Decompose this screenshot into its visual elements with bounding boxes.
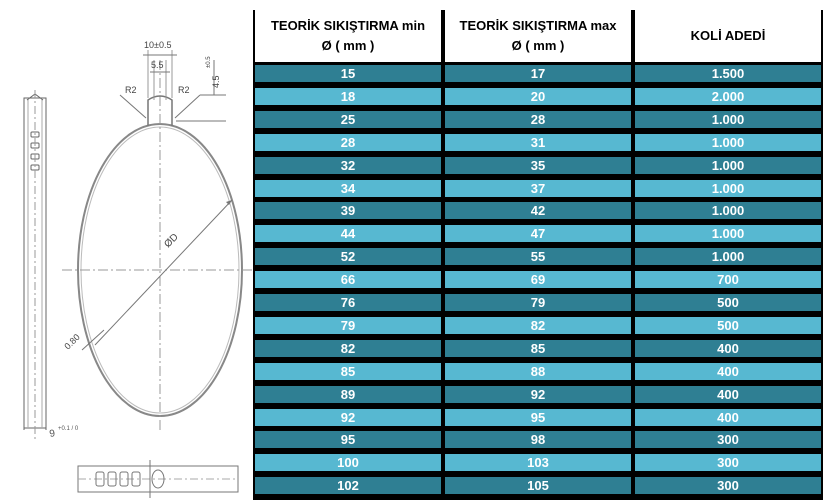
table-qty-cell: 700 xyxy=(635,271,821,288)
table-min-cell: 100 xyxy=(255,454,441,471)
header-qty xyxy=(635,10,821,62)
table-min-cell: 95 xyxy=(255,431,441,448)
table-max-cell: 37 xyxy=(445,180,631,197)
table-qty-cell: 500 xyxy=(635,317,821,334)
radius-right-label: R2 xyxy=(178,85,190,95)
table-qty-cell: 400 xyxy=(635,340,821,357)
diameter-label: ØD xyxy=(162,231,181,251)
table-max-cell: 79 xyxy=(445,294,631,311)
table-qty-cell: 1.000 xyxy=(635,248,821,265)
table-min-cell: 25 xyxy=(255,111,441,128)
table-qty-cell: 500 xyxy=(635,294,821,311)
table-max-cell: 17 xyxy=(445,65,631,82)
bottom-view xyxy=(78,460,238,498)
table-qty-cell: 1.000 xyxy=(635,134,821,151)
band-width-label: 9 xyxy=(48,428,56,440)
table-max-cell: 92 xyxy=(445,386,631,403)
table-max-cell: 42 xyxy=(445,202,631,219)
table-min-cell: 15 xyxy=(255,65,441,82)
band-tolerance-label: +0.1 / 0 xyxy=(58,426,79,432)
thickness-label: 0.80 xyxy=(62,331,82,352)
table-min-cell: 92 xyxy=(255,409,441,426)
table-qty-cell: 1.500 xyxy=(635,65,821,82)
table-qty-cell: 1.000 xyxy=(635,225,821,242)
table-max-cell: 105 xyxy=(445,477,631,494)
dim-height-label: 4.5 xyxy=(211,75,221,88)
table-max-cell: 28 xyxy=(445,111,631,128)
spec-table xyxy=(253,10,823,500)
table-min-cell: 66 xyxy=(255,271,441,288)
header-min-line1: TEORİK SIKIŞTIRMA min xyxy=(270,18,426,33)
table-min-cell: 52 xyxy=(255,248,441,265)
table-qty-cell: 400 xyxy=(635,409,821,426)
header-min-line2: Ø ( mm ) xyxy=(321,38,375,53)
radius-left-label: R2 xyxy=(125,85,137,95)
table-max-cell: 98 xyxy=(445,431,631,448)
table-qty-cell: 2.000 xyxy=(635,88,821,105)
header-min xyxy=(255,10,441,62)
table-min-cell: 34 xyxy=(255,180,441,197)
table-max-cell: 35 xyxy=(445,157,631,174)
table-min-cell: 28 xyxy=(255,134,441,151)
table-min-cell: 85 xyxy=(255,363,441,380)
header-max-line2: Ø ( mm ) xyxy=(511,38,565,53)
table-max-cell: 103 xyxy=(445,454,631,471)
table-min-cell: 79 xyxy=(255,317,441,334)
table-max-cell: 82 xyxy=(445,317,631,334)
table-qty-cell: 1.000 xyxy=(635,180,821,197)
side-view xyxy=(24,90,46,440)
table-max-cell: 55 xyxy=(445,248,631,265)
header-max-line1: TEORİK SIKIŞTIRMA max xyxy=(459,18,617,33)
table-max-cell: 31 xyxy=(445,134,631,151)
table-qty-cell: 1.000 xyxy=(635,202,821,219)
table-min-cell: 102 xyxy=(255,477,441,494)
table-max-cell: 47 xyxy=(445,225,631,242)
table-qty-cell: 300 xyxy=(635,454,821,471)
table-max-cell: 85 xyxy=(445,340,631,357)
table-max-cell: 95 xyxy=(445,409,631,426)
ring-view xyxy=(62,50,252,430)
table-min-cell: 82 xyxy=(255,340,441,357)
dim-tolerance-label: ±0.5 xyxy=(206,56,212,68)
table-qty-cell: 1.000 xyxy=(635,157,821,174)
table-min-cell: 89 xyxy=(255,386,441,403)
table-min-cell: 39 xyxy=(255,202,441,219)
table-min-cell: 44 xyxy=(255,225,441,242)
table-qty-cell: 1.000 xyxy=(635,111,821,128)
table-min-cell: 32 xyxy=(255,157,441,174)
table-qty-cell: 300 xyxy=(635,431,821,448)
table-qty-cell: 400 xyxy=(635,363,821,380)
header-qty-line1: KOLİ ADEDİ xyxy=(690,28,766,43)
table-max-cell: 69 xyxy=(445,271,631,288)
dim-slot-label: 5.5 xyxy=(151,60,164,70)
clamp-technical-drawing xyxy=(0,0,255,502)
dim-top-label: 10±0.5 xyxy=(144,40,172,50)
header-max xyxy=(445,10,631,62)
table-min-cell: 18 xyxy=(255,88,441,105)
table-qty-cell: 300 xyxy=(635,477,821,494)
table-max-cell: 20 xyxy=(445,88,631,105)
table-max-cell: 88 xyxy=(445,363,631,380)
table-min-cell: 76 xyxy=(255,294,441,311)
table-qty-cell: 400 xyxy=(635,386,821,403)
